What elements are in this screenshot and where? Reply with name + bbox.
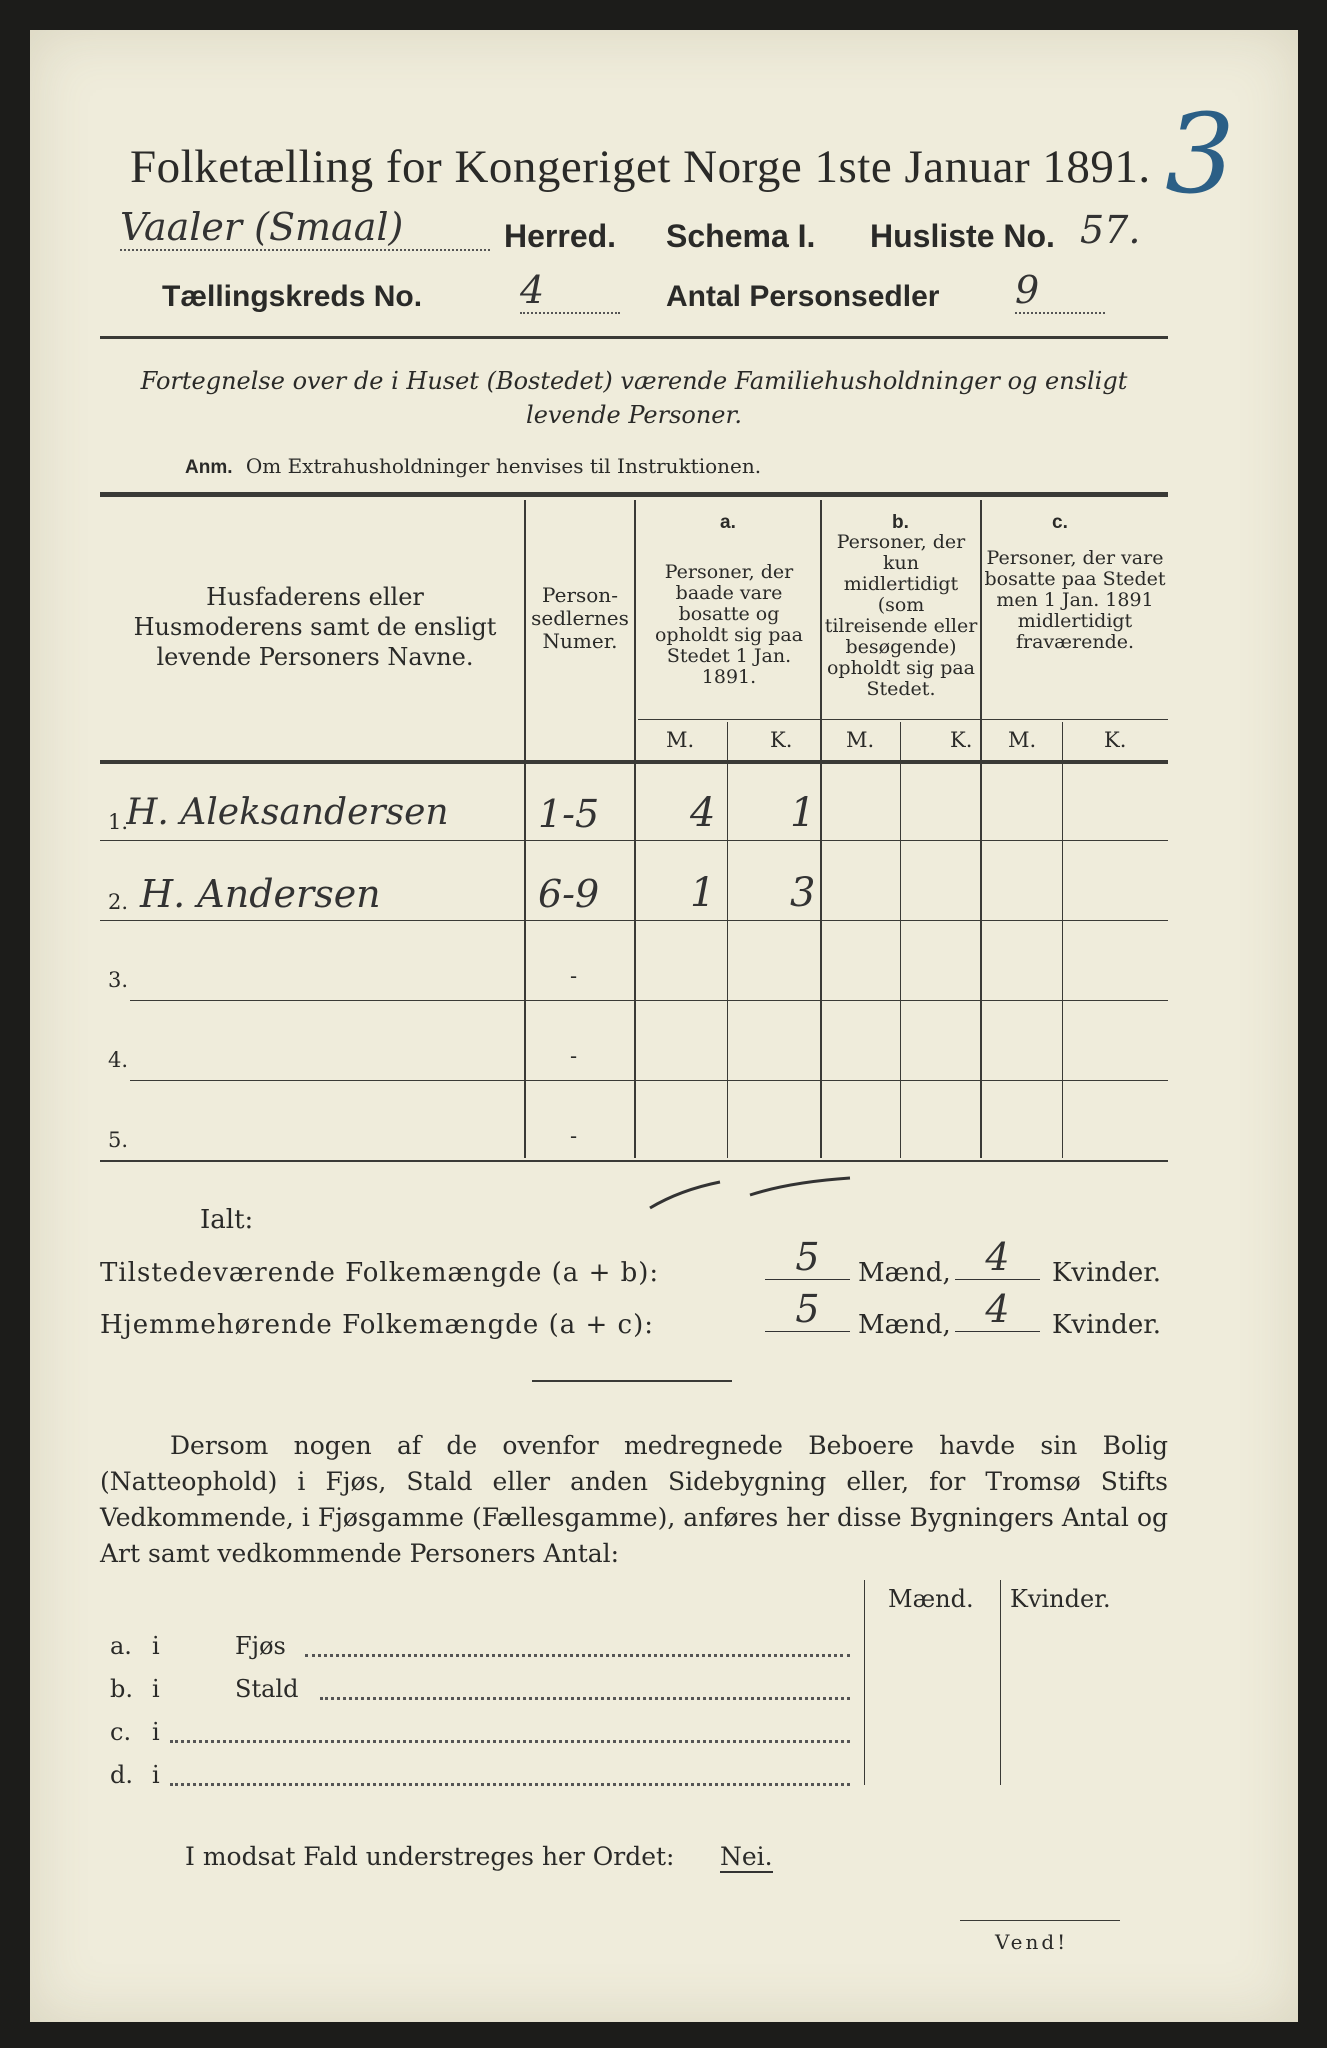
- building-letter: d.: [110, 1761, 133, 1789]
- sub-m: M.: [666, 728, 695, 752]
- col-b-header: Personer, der kun midlertidigt (som tilreisende eller besøgende) opholdt sig paa Stedet.: [824, 531, 978, 700]
- antal-label: Antal Personsedler: [666, 280, 940, 313]
- building-letter: a.: [110, 1632, 132, 1660]
- building-name: Fjøs: [235, 1632, 286, 1660]
- col-divider: [1000, 1580, 1001, 1785]
- dotted-leader: [305, 1654, 850, 1657]
- row-sheet-numbers: 1-5: [538, 792, 600, 836]
- maend-label: Mænd,: [858, 1310, 951, 1340]
- sub-m: M.: [846, 728, 875, 752]
- col-c-header: Personer, der vare bosatte paa Stedet men 1 Jan. 1891 midlertidigt fraværende.: [984, 547, 1166, 653]
- husliste-label: Husliste No.: [870, 218, 1055, 254]
- buildings-kvinder-header: Kvinder.: [1010, 1585, 1111, 1613]
- anm-text: Om Extrahusholdninger henvises til Instruktionen.: [245, 454, 762, 478]
- col-divider: [727, 722, 728, 1158]
- col-a-letter: a.: [720, 512, 736, 533]
- dotted-leader: [320, 1697, 850, 1700]
- row-sheet-numbers: -: [570, 964, 578, 988]
- row-rule: [100, 840, 1168, 841]
- header-rule: [100, 336, 1168, 339]
- row-rule: [130, 1080, 1168, 1081]
- ialt-label: Ialt:: [200, 1205, 254, 1235]
- kreds-value: 4: [520, 268, 620, 314]
- row-sheet-numbers: 6-9: [538, 872, 600, 916]
- vend-rule: [960, 1920, 1120, 1921]
- sub-k: K.: [950, 728, 973, 752]
- building-prep: i: [152, 1761, 160, 1789]
- intro-text: Fortegnelse over de i Huset (Bostedet) værende Familiehusholdninger og ensligt levende Personer.: [140, 367, 1128, 429]
- col-a-header: Personer, der baade vare bosatte og opholdt sig paa Stedet 1 Jan. 1891.: [654, 561, 804, 688]
- row-number: 5.: [108, 1128, 129, 1152]
- col-divider: [634, 500, 636, 1158]
- row-sheet-numbers: -: [570, 1044, 578, 1068]
- husliste-value: 57.: [1080, 208, 1141, 252]
- herred-label: Herred.: [504, 218, 617, 254]
- row-name: H. Aleksandersen: [126, 792, 449, 833]
- subheader-rule: [638, 719, 1168, 720]
- home-label: Hjemmehørende Folkemængde (a + c):: [100, 1310, 654, 1340]
- kvinder-label: Kvinder.: [1052, 1258, 1162, 1288]
- col-numbers-header: Person-sedlernes Numer.: [531, 583, 629, 653]
- sub-k: K.: [1104, 728, 1127, 752]
- row-number: 4.: [108, 1048, 129, 1072]
- row-number: 1.: [108, 810, 129, 834]
- sub-k: K.: [770, 728, 793, 752]
- row-a-m: 1: [690, 870, 716, 916]
- buildings-maend-header: Mænd.: [888, 1585, 974, 1613]
- buildings-text: Dersom nogen af de ovenfor medregnede Beboere havde sin Bolig (Natteophold) i Fjøs, Stald eller anden Sidebygning eller, for Tromsø Stifts Vedkommende, i Fjøsgamme (Fællesgamme), anføres her disse Bygningers Antal og Art samt vedkommende Personers Antal:: [100, 1431, 1168, 1568]
- col-c-letter: c.: [1052, 512, 1068, 533]
- antal-value: 9: [1015, 268, 1105, 314]
- building-name: Stald: [235, 1675, 299, 1703]
- col-divider: [1062, 722, 1063, 1158]
- col-b-letter: b.: [892, 512, 909, 533]
- dotted-leader: [170, 1783, 850, 1786]
- anm-label: Anm.: [185, 457, 233, 478]
- present-m: 5: [765, 1235, 850, 1280]
- present-label: Tilstedeværende Folkemængde (a + b):: [100, 1258, 660, 1288]
- building-prep: i: [152, 1718, 160, 1746]
- col-divider: [864, 1580, 865, 1785]
- building-letter: c.: [110, 1718, 132, 1746]
- col-names-header: Husfaderens eller Husmoderens samt de ensligt levende Personers Navne.: [133, 583, 497, 671]
- row-rule: [100, 920, 1168, 921]
- form-title: Folketælling for Kongeriget Norge 1ste Januar 1891.: [130, 141, 1151, 193]
- row-name: H. Andersen: [140, 872, 381, 916]
- page-mark: 3: [1165, 90, 1235, 218]
- building-prep: i: [152, 1675, 160, 1703]
- herred-value: Vaaler (Smaal): [120, 205, 490, 251]
- row-a-k: 1: [790, 790, 816, 836]
- building-letter: b.: [110, 1675, 133, 1703]
- sub-m: M.: [1008, 728, 1037, 752]
- row-rule: [130, 1000, 1168, 1001]
- col-divider: [820, 500, 822, 1158]
- building-prep: i: [152, 1632, 160, 1660]
- vend-text: Vend!: [995, 1930, 1069, 1954]
- schema-label: Schema I.: [666, 218, 816, 254]
- check-mark-strokes: [640, 1160, 880, 1220]
- separator-rule: [532, 1380, 732, 1382]
- table-top-rule: [100, 492, 1168, 497]
- row-a-k: 3: [790, 870, 816, 916]
- row-number: 3.: [108, 968, 129, 992]
- dotted-leader: [170, 1740, 850, 1743]
- maend-label: Mænd,: [858, 1258, 951, 1288]
- home-k: 4: [955, 1287, 1040, 1332]
- modsat-text: I modsat Fald understreges her Ordet:: [185, 1842, 675, 1871]
- nei-word: Nei.: [720, 1842, 773, 1871]
- present-k: 4: [955, 1235, 1040, 1280]
- col-divider: [900, 722, 901, 1158]
- home-m: 5: [765, 1287, 850, 1332]
- table-bottom-rule: [100, 1160, 1168, 1162]
- kvinder-label: Kvinder.: [1052, 1310, 1162, 1340]
- row-number: 2.: [108, 890, 129, 914]
- kreds-label: Tællingskreds No.: [162, 280, 423, 313]
- row-a-m: 4: [690, 790, 716, 836]
- census-form-page: [30, 30, 1298, 2022]
- col-divider: [524, 500, 526, 1158]
- col-divider: [980, 500, 982, 1158]
- row-sheet-numbers: -: [570, 1124, 578, 1148]
